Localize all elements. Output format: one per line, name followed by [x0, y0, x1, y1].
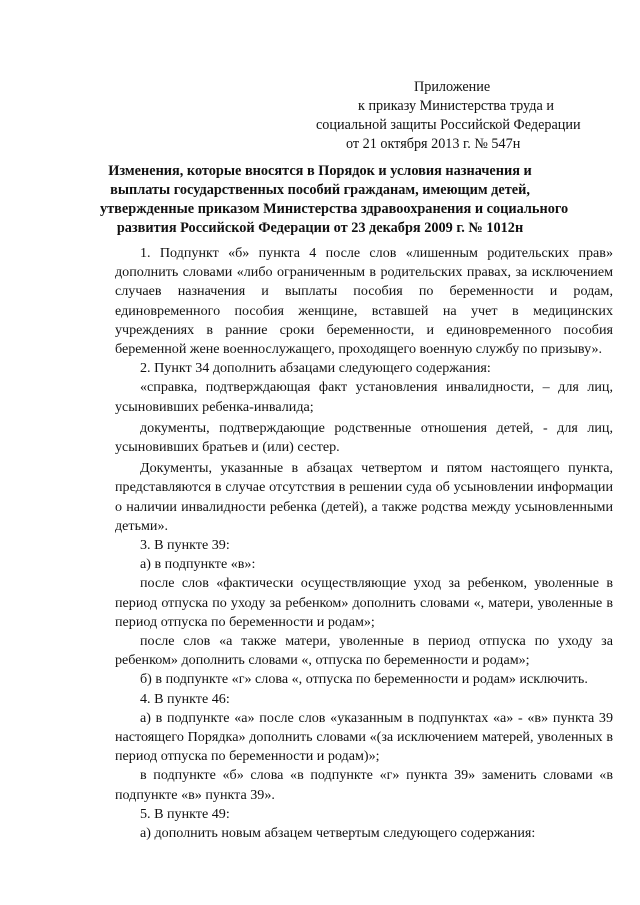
- paragraph: 1. Подпункт «б» пункта 4 после слов «лишенным родительских прав» дополнить словами «либо ограниченным в родительских правах, за исключением случаев назначения и выплаты пособия по беременности и родам, единовременного пособия женщине, вставшей на учет в медицинских учреждениях в ранние сроки беременности, и единовременного пособия беременной жене военнослужащего, проходящего военную службу по призыву».: [115, 245, 613, 358]
- paragraph: а) в подпункте «а» после слов «указанным в подпунктах «а» - «в» пункта 39 настоящего Порядка» дополнить словами «(за исключением матерей, уволенных в период отпуска по беременности и родам)»;: [115, 709, 613, 765]
- paragraph: 5. В пункте 49:: [140, 805, 230, 822]
- paragraph: 4. В пункте 46:: [140, 690, 230, 707]
- paragraph: а) дополнить новым абзацем четвертым следующего содержания:: [140, 825, 536, 842]
- paragraph: Документы, указанные в абзацах четвертом и пятом настоящего пункта, представляются в случае отсутствия в решении суда об усыновлении информации о наличии инвалидности ребенка (детей), а также родства между усыновленными детьми».: [115, 460, 613, 534]
- appendix-label: Приложение: [414, 79, 491, 95]
- paragraph: 3. В пункте 39:: [140, 537, 230, 554]
- title-line: утвержденные приказом Министерства здравоохранения и социального: [100, 201, 569, 217]
- paragraph: 2. Пункт 34 дополнить абзацами следующего содержания:: [140, 360, 491, 377]
- paragraph: «справка, подтверждающая факт установления инвалидности, – для лиц, усыновивших ребенка-инвалида;: [115, 379, 613, 415]
- document-title: [100, 162, 569, 238]
- order-reference-line: к приказу Министерства труда и: [358, 98, 554, 114]
- title-line: Изменения, которые вносятся в Порядок и условия назначения и: [108, 163, 532, 179]
- ministry-line: социальной защиты Российской Федерации: [316, 117, 581, 133]
- paragraph: после слов «а также матери, уволенные в период отпуска по уходу за ребенком» дополнить словами «, отпуска по беременности и родам»;: [115, 633, 613, 669]
- appendix-header: [316, 78, 616, 154]
- title-line: выплаты государственных пособий гражданам, имеющим детей,: [110, 182, 530, 198]
- order-date-number: от 21 октября 2013 г. № 547н: [346, 136, 521, 152]
- paragraph: после слов «фактически осуществляющие уход за ребенком, уволенные в период отпуска по уходу за ребенком» дополнить словами «, матери, уволенные в период отпуска по беременности и родам»;: [115, 575, 613, 630]
- paragraph: в подпункте «б» слова «в подпункте «г» пункта 39» заменить словами «в подпункте «в» пункта 39».: [115, 767, 613, 803]
- paragraph: б) в подпункте «г» слова «, отпуска по беременности и родам» исключить.: [140, 671, 588, 688]
- document-body: [115, 244, 613, 843]
- paragraph: а) в подпункте «в»:: [140, 556, 256, 573]
- title-line: развития Российской Федерации от 23 декабря 2009 г. № 1012н: [116, 220, 524, 236]
- paragraph: документы, подтверждающие родственные отношения детей, - для лиц, усыновивших братьев и (или) сестер.: [115, 419, 613, 456]
